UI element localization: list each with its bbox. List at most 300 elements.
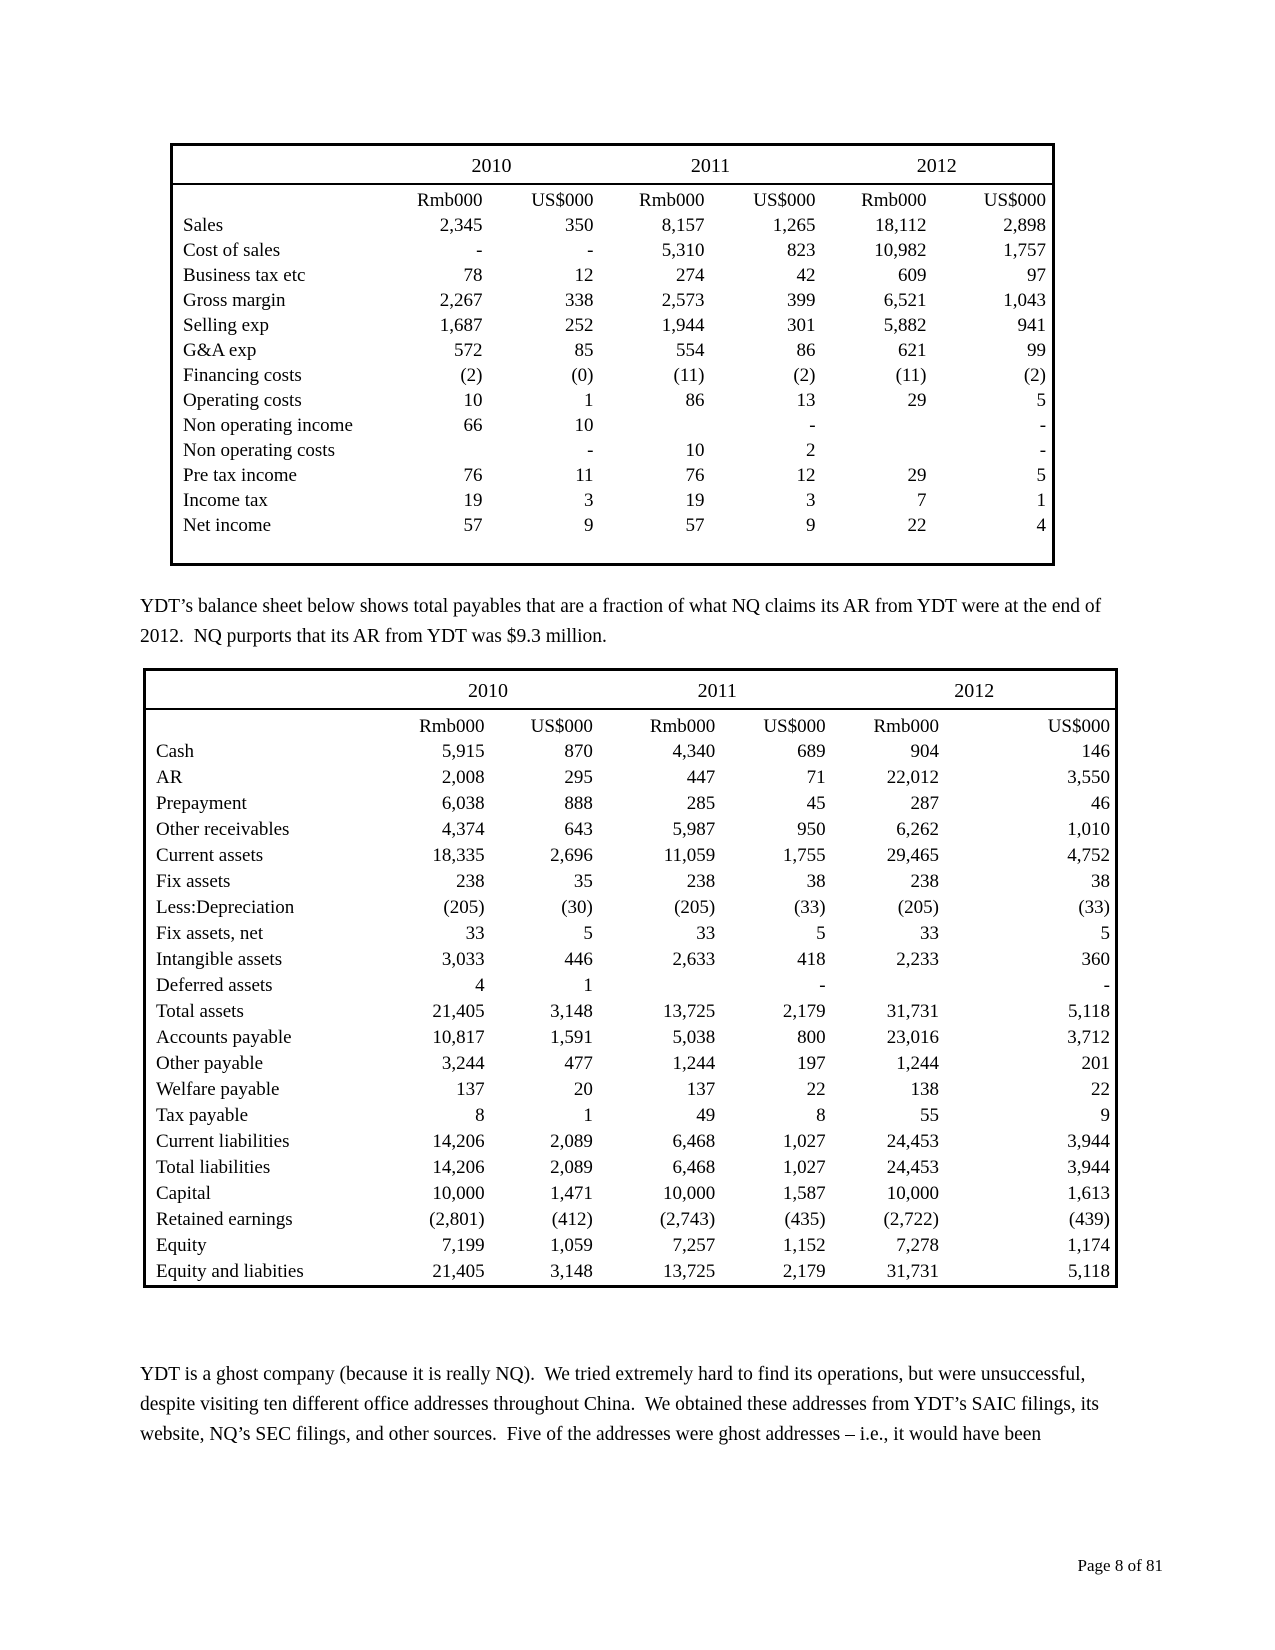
cell-value: 33: [465, 923, 485, 944]
cell-value: 5,038: [672, 1027, 716, 1048]
cell-value: 1,471: [550, 1183, 593, 1204]
balance-sheet-table: [143, 668, 1118, 1288]
unit-header: Rmb000: [873, 716, 939, 737]
cell-value: 201: [1081, 1053, 1110, 1074]
cell-value: [822, 438, 933, 463]
cell-value: 5,118: [1067, 1261, 1110, 1282]
unit-header: Rmb000: [649, 716, 716, 737]
cell-value: 71: [806, 767, 826, 788]
cell-value: 621: [898, 340, 927, 361]
row-label: Operating costs: [183, 390, 302, 411]
cell-value: 35: [573, 871, 593, 892]
cell-value: 57: [685, 515, 705, 536]
row-label: Non operating costs: [183, 440, 335, 461]
cell-value: 1,587: [782, 1183, 826, 1204]
row-label: Deferred assets: [156, 975, 273, 996]
row-label: Welfare payable: [156, 1079, 280, 1100]
cell-value: 338: [565, 290, 594, 311]
page-number: Page 8 of 81: [1077, 1556, 1163, 1575]
cell-value: -: [1039, 415, 1047, 436]
row-label: Other payable: [156, 1053, 264, 1074]
unit-header: Rmb000: [861, 190, 927, 211]
cell-value: (0): [571, 365, 594, 386]
row-label: Fix assets, net: [156, 923, 264, 944]
cell-value: 10,982: [874, 240, 927, 261]
row-label: Financing costs: [183, 365, 302, 386]
cell-value: (2): [793, 365, 816, 386]
cell-value: 5,915: [441, 741, 485, 762]
filler-cell: [172, 538, 1054, 565]
cell-value: 941: [1017, 315, 1047, 336]
cell-value: 11,059: [663, 845, 716, 866]
row-label: Total assets: [156, 1001, 244, 1022]
cell-value: 42: [796, 265, 816, 286]
cell-value: 1: [583, 975, 593, 996]
cell-value: 3: [584, 490, 594, 511]
table-row: [172, 313, 1054, 338]
cell-value: 13: [796, 390, 816, 411]
cell-value: 350: [565, 215, 594, 236]
table-row: [172, 388, 1054, 413]
cell-value: 97: [1027, 265, 1047, 286]
cell-value: 38: [1091, 871, 1110, 892]
cell-value: 8,157: [661, 215, 705, 236]
cell-value: 21,405: [432, 1001, 485, 1022]
year-header: 2012: [822, 145, 1054, 185]
table-row: [172, 288, 1054, 313]
cell-value: 12: [796, 465, 816, 486]
table-row: [145, 1233, 1117, 1259]
row-label: Other receivables: [156, 819, 290, 840]
cell-value: 31,731: [886, 1001, 939, 1022]
balance-table-body: [145, 739, 1117, 1287]
cell-value: 285: [686, 793, 716, 814]
cell-value: 24,453: [886, 1157, 939, 1178]
table-row: [145, 895, 1117, 921]
table-row: [172, 488, 1054, 513]
row-label: Pre tax income: [183, 465, 297, 486]
row-label: Selling exp: [183, 315, 270, 336]
cell-value: 1,944: [661, 315, 705, 336]
cell-value: 22: [1091, 1079, 1110, 1100]
cell-value: 1,027: [782, 1157, 826, 1178]
cell-value: 2,696: [550, 845, 593, 866]
cell-value: 1,059: [550, 1235, 593, 1256]
cell-value: 12: [574, 265, 594, 286]
cell-value: 6,468: [672, 1157, 716, 1178]
cell-value: 55: [919, 1105, 939, 1126]
cell-value: 31,731: [886, 1261, 939, 1282]
cell-value: 6,468: [672, 1131, 716, 1152]
row-label: Current assets: [156, 845, 264, 866]
cell-value: 33: [919, 923, 939, 944]
cell-value: 446: [564, 949, 593, 970]
cell-value: (11): [673, 365, 705, 386]
table-row: [172, 463, 1054, 488]
cell-value: 5,882: [883, 315, 927, 336]
cell-value: 19: [463, 490, 483, 511]
table-row: [145, 1181, 1117, 1207]
row-label: Equity and liabities: [156, 1261, 304, 1282]
row-label: Fix assets: [156, 871, 231, 892]
cell-value: 2,179: [782, 1001, 826, 1022]
cell-value: 4,374: [441, 819, 485, 840]
cell-value: 950: [797, 819, 826, 840]
cell-value: 22,012: [886, 767, 939, 788]
cell-value: 29: [907, 390, 927, 411]
cell-value: 76: [685, 465, 705, 486]
cell-value: 24,453: [886, 1131, 939, 1152]
cell-value: 3,148: [550, 1001, 593, 1022]
cell-value: 10,000: [663, 1183, 716, 1204]
cell-value: 146: [1081, 741, 1110, 762]
table-row: [145, 1129, 1117, 1155]
corner-cell: [172, 145, 384, 185]
cell-value: 20: [573, 1079, 593, 1100]
table-row: [145, 1051, 1117, 1077]
cell-value: 2,089: [550, 1157, 593, 1178]
cell-value: 3,944: [1067, 1157, 1110, 1178]
table-row: [145, 1025, 1117, 1051]
cell-value: 10: [574, 415, 594, 436]
cell-value: 8: [475, 1105, 485, 1126]
cell-value: 86: [796, 340, 816, 361]
cell-value: 295: [564, 767, 593, 788]
row-label: Business tax etc: [183, 265, 306, 286]
table-row: [172, 513, 1054, 538]
table-row: [145, 947, 1117, 973]
income-table-body: [172, 213, 1054, 565]
corner-cell: [172, 184, 384, 213]
cell-value: 66: [463, 415, 483, 436]
cell-value: 2,233: [896, 949, 939, 970]
cell-value: 3,944: [1067, 1131, 1110, 1152]
cell-value: 4,340: [672, 741, 716, 762]
cell-value: 609: [898, 265, 927, 286]
cell-value: 301: [787, 315, 816, 336]
table-row: [145, 843, 1117, 869]
cell-value: 554: [676, 340, 705, 361]
cell-value: (11): [895, 365, 927, 386]
row-label: Retained earnings: [156, 1209, 293, 1230]
unit-header: Rmb000: [417, 190, 483, 211]
cell-value: 137: [456, 1079, 485, 1100]
table-row: [145, 973, 1117, 999]
cell-value: 5,118: [1067, 1001, 1110, 1022]
year-header: 2010: [375, 670, 601, 710]
cell-value: 238: [456, 871, 485, 892]
row-label: Cash: [156, 741, 194, 762]
cell-value: [834, 973, 947, 999]
row-label: Sales: [183, 215, 224, 236]
cell-value: -: [809, 415, 816, 436]
cell-value: 2,179: [782, 1261, 826, 1282]
cell-value: 18,335: [432, 845, 485, 866]
cell-value: 4: [475, 975, 485, 996]
cell-value: (435): [784, 1209, 826, 1230]
cell-value: 1,265: [772, 215, 816, 236]
row-label: Current liabilities: [156, 1131, 290, 1152]
row-label: Cost of sales: [183, 240, 281, 261]
year-header: 2012: [834, 670, 1117, 710]
table-row: [172, 213, 1054, 238]
units-header-row: [145, 709, 1117, 739]
cell-value: 13,725: [663, 1261, 716, 1282]
cell-value: 2,267: [439, 290, 483, 311]
cell-value: 870: [564, 741, 593, 762]
cell-value: 8: [816, 1105, 826, 1126]
cell-value: (2,801): [429, 1209, 485, 1230]
cell-value: 46: [1091, 793, 1110, 814]
cell-value: (205): [443, 897, 485, 918]
cell-value: (205): [897, 897, 939, 918]
year-header-row: [172, 145, 1054, 185]
filler-row: [172, 538, 1054, 565]
cell-value: 1,043: [1003, 290, 1047, 311]
cell-value: 4: [1036, 515, 1047, 536]
row-label: Total liabilities: [156, 1157, 271, 1178]
cell-value: 252: [565, 315, 594, 336]
cell-value: 572: [454, 340, 483, 361]
unit-header: Rmb000: [419, 716, 485, 737]
row-label: Prepayment: [156, 793, 247, 814]
row-label: AR: [156, 767, 183, 788]
row-label: Gross margin: [183, 290, 286, 311]
cell-value: 10,000: [886, 1183, 939, 1204]
cell-value: 7,199: [441, 1235, 485, 1256]
cell-value: 29: [907, 465, 927, 486]
closing-paragraph: YDT is a ghost company (because it is really NQ). We tried extremely hard to find its operations, but were unsuccessful, despite visiting ten different office addresses throughout China. We obtained these addresses from YDT’s SAIC filings, its website, NQ’s SEC filings, and other sources. Five of the addresses were ghost addresses – i.e., it would have been: [140, 1364, 1104, 1445]
cell-value: 11: [575, 465, 594, 486]
cell-value: 5: [1036, 465, 1047, 486]
cell-value: 1,027: [782, 1131, 826, 1152]
cell-value: 1,757: [1003, 240, 1047, 261]
cell-value: 238: [910, 871, 939, 892]
cell-value: 9: [1100, 1105, 1110, 1126]
cell-value: 1,174: [1067, 1235, 1110, 1256]
cell-value: 14,206: [432, 1157, 485, 1178]
cell-value: 2,008: [441, 767, 485, 788]
cell-value: 2,898: [1003, 215, 1047, 236]
cell-value: 2,633: [672, 949, 716, 970]
corner-cell: [145, 670, 376, 710]
unit-header: US$000: [753, 190, 816, 211]
unit-header: US$000: [763, 716, 826, 737]
cell-value: 19: [685, 490, 705, 511]
corner-cell: [145, 709, 376, 739]
cell-value: 7,257: [672, 1235, 716, 1256]
cell-value: 22: [907, 515, 927, 536]
row-label: Income tax: [183, 490, 268, 511]
unit-header: Rmb000: [639, 190, 705, 211]
row-label: Tax payable: [156, 1105, 249, 1126]
cell-value: 2,345: [439, 215, 483, 236]
cell-value: -: [819, 975, 826, 996]
cell-value: 1,591: [550, 1027, 593, 1048]
cell-value: 33: [696, 923, 716, 944]
cell-value: 10,817: [432, 1027, 485, 1048]
cell-value: (439): [1068, 1209, 1110, 1230]
cell-value: 4,752: [1067, 845, 1110, 866]
cell-value: 6,262: [896, 819, 939, 840]
unit-header: US$000: [983, 190, 1047, 211]
cell-value: 21,405: [432, 1261, 485, 1282]
cell-value: 38: [806, 871, 826, 892]
table-row: [145, 1077, 1117, 1103]
cell-value: 5: [583, 923, 593, 944]
cell-value: 447: [686, 767, 716, 788]
cell-value: (2,722): [883, 1209, 939, 1230]
cell-value: 10: [463, 390, 483, 411]
cell-value: 643: [564, 819, 593, 840]
cell-value: 3,712: [1067, 1027, 1110, 1048]
table-row: [172, 363, 1054, 388]
table-row: [145, 1155, 1117, 1181]
cell-value: 689: [797, 741, 826, 762]
table-row: [145, 1259, 1117, 1287]
cell-value: 800: [797, 1027, 826, 1048]
table-row: [145, 791, 1117, 817]
cell-value: 1,244: [896, 1053, 939, 1074]
table-row: [172, 438, 1054, 463]
cell-value: 5,987: [672, 819, 716, 840]
cell-value: -: [1103, 975, 1110, 996]
row-label: Non operating income: [183, 415, 353, 436]
cell-value: 7: [917, 490, 927, 511]
cell-value: 85: [574, 340, 594, 361]
row-label: Accounts payable: [156, 1027, 292, 1048]
cell-value: 3,244: [441, 1053, 485, 1074]
cell-value: -: [587, 240, 594, 261]
cell-value: 888: [564, 793, 593, 814]
income-statement-table: [170, 143, 1055, 566]
row-label: Net income: [183, 515, 272, 536]
cell-value: 138: [910, 1079, 939, 1100]
cell-value: 1,687: [439, 315, 483, 336]
cell-value: 78: [463, 265, 483, 286]
cell-value: 86: [685, 390, 705, 411]
cell-value: -: [1039, 440, 1047, 461]
cell-value: 1,244: [672, 1053, 716, 1074]
table-row: [172, 238, 1054, 263]
cell-value: 10: [685, 440, 705, 461]
cell-value: 45: [806, 793, 826, 814]
cell-value: 5,310: [661, 240, 705, 261]
cell-value: 1,010: [1067, 819, 1110, 840]
cell-value: (2): [460, 365, 483, 386]
table-row: [172, 413, 1054, 438]
cell-value: 5: [816, 923, 826, 944]
year-header: 2010: [384, 145, 600, 185]
cell-value: 3,550: [1067, 767, 1110, 788]
cell-value: (33): [793, 897, 826, 918]
cell-value: (2,743): [659, 1209, 716, 1230]
cell-value: 274: [676, 265, 705, 286]
table-row: [145, 1103, 1117, 1129]
cell-value: [822, 413, 933, 438]
cell-value: 823: [787, 240, 816, 261]
cell-value: 49: [696, 1105, 716, 1126]
cell-value: (205): [674, 897, 716, 918]
table-row: [145, 869, 1117, 895]
cell-value: 1,152: [782, 1235, 826, 1256]
cell-value: 5: [1036, 390, 1047, 411]
cell-value: [384, 438, 489, 463]
cell-value: 399: [787, 290, 816, 311]
table-row: [145, 1207, 1117, 1233]
cell-value: 57: [463, 515, 483, 536]
cell-value: 477: [564, 1053, 593, 1074]
table-row: [172, 263, 1054, 288]
cell-value: 23,016: [886, 1027, 939, 1048]
cell-value: 1,613: [1067, 1183, 1110, 1204]
row-label: Equity: [156, 1235, 207, 1256]
cell-value: 1: [584, 390, 594, 411]
table-row: [145, 739, 1117, 765]
cell-value: 99: [1027, 340, 1047, 361]
cell-value: 2,089: [550, 1131, 593, 1152]
cell-value: (33): [1078, 897, 1110, 918]
unit-header: US$000: [531, 190, 594, 211]
table-row: [145, 765, 1117, 791]
cell-value: 1,755: [782, 845, 826, 866]
year-header: 2011: [601, 670, 834, 710]
cell-value: 9: [584, 515, 594, 536]
cell-value: 76: [463, 465, 483, 486]
cell-value: 13,725: [663, 1001, 716, 1022]
cell-value: -: [587, 440, 594, 461]
cell-value: [601, 973, 723, 999]
cell-value: 29,465: [886, 845, 939, 866]
cell-value: 418: [797, 949, 826, 970]
cell-value: 287: [910, 793, 939, 814]
cell-value: 904: [910, 741, 939, 762]
cell-value: 238: [686, 871, 716, 892]
cell-value: [600, 413, 711, 438]
cell-value: 6,521: [883, 290, 927, 311]
table-row: [145, 999, 1117, 1025]
cell-value: 3: [806, 490, 816, 511]
unit-header: US$000: [530, 716, 593, 737]
units-header-row: [172, 184, 1054, 213]
cell-value: 2: [806, 440, 816, 461]
table-row: [145, 817, 1117, 843]
cell-value: 3,148: [550, 1261, 593, 1282]
cell-value: 3,033: [441, 949, 485, 970]
cell-value: -: [476, 240, 483, 261]
cell-value: (2): [1023, 365, 1047, 386]
row-label: G&A exp: [183, 340, 257, 361]
year-header-row: [145, 670, 1117, 710]
cell-value: 1: [583, 1105, 593, 1126]
row-label: Less:Depreciation: [156, 897, 295, 918]
balance-table-header: [145, 670, 1117, 740]
row-label: Capital: [156, 1183, 211, 1204]
cell-value: 137: [686, 1079, 716, 1100]
cell-value: 1: [1036, 490, 1047, 511]
cell-value: 6,038: [441, 793, 485, 814]
unit-header: US$000: [1047, 716, 1110, 737]
cell-value: 197: [797, 1053, 826, 1074]
cell-value: (412): [551, 1209, 593, 1230]
table-row: [145, 921, 1117, 947]
cell-value: 10,000: [432, 1183, 485, 1204]
cell-value: 14,206: [432, 1131, 485, 1152]
income-table-header: [172, 145, 1054, 214]
cell-value: (30): [561, 897, 593, 918]
cell-value: 360: [1081, 949, 1110, 970]
cell-value: 7,278: [896, 1235, 939, 1256]
